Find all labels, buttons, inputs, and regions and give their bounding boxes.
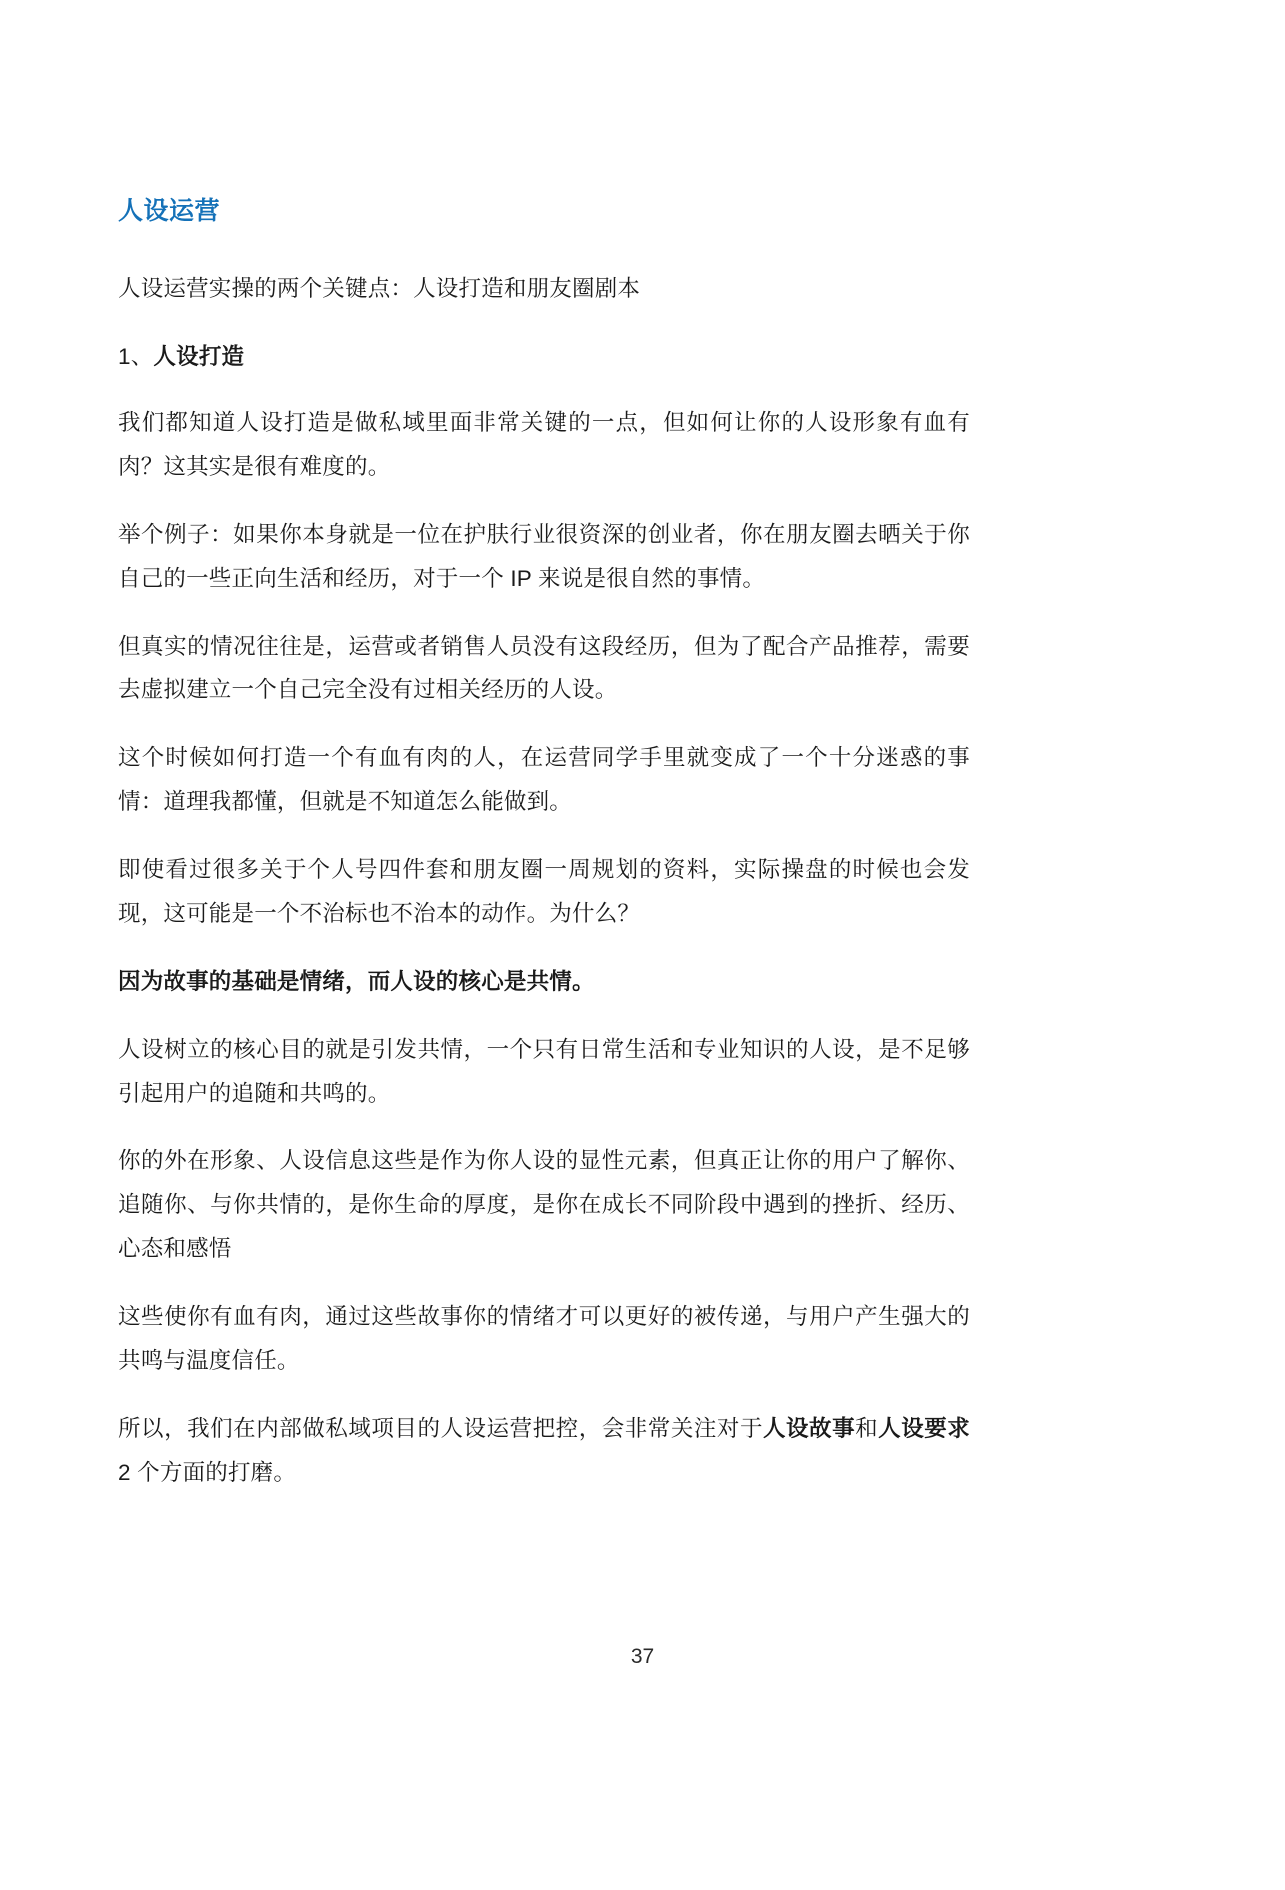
intro-paragraph: 人设运营实操的两个关键点：人设打造和朋友圈剧本 <box>118 276 641 302</box>
paragraph-8: 你的外在形象、人设信息这些是作为你人设的显性元素，但真正让你的用户了解你、追随你、与你共情的，是你生命的厚度，是你在成长不同阶段中遇到的挫折、经历、心态和感悟 <box>118 1148 970 1262</box>
paragraph-1: 我们都知道人设打造是做私域里面非常关键的一点，但如何让你的人设形象有血有肉？这其实是很有难度的。 <box>118 410 970 479</box>
paragraph-10-mid: 和 <box>855 1415 879 1441</box>
paragraph-2: 举个例子：如果你本身就是一位在护肤行业很资深的创业者，你在朋友圈去晒关于你自己的一些正向生活和经历，对于一个 IP 来说是很自然的事情。 <box>118 521 970 591</box>
paragraph-10 <box>118 1407 970 1495</box>
paragraph-6-emphasis: 因为故事的基础是情绪，而人设的核心是共情。 <box>118 968 595 994</box>
page-title: 人设运营 <box>118 197 221 225</box>
section-heading-label: 人设打造 <box>153 344 245 370</box>
paragraph-10-prefix: 所以，我们在内部做私域项目的人设运营把控，会非常关注对于 <box>118 1415 763 1441</box>
page-number: 37 <box>630 1645 655 1668</box>
section-heading-number: 1、 <box>118 344 154 370</box>
section-heading-1 <box>118 335 970 379</box>
paragraph-10-bold-term-1: 人设故事 <box>762 1415 856 1441</box>
paragraph-3: 但真实的情况往往是，运营或者销售人员没有这段经历，但为了配合产品推荐，需要去虚拟建立一个自己完全没有过相关经历的人设。 <box>118 633 970 703</box>
paragraph-4: 这个时候如何打造一个有血有肉的人，在运营同学手里就变成了一个十分迷惑的事情：道理我都懂，但就是不知道怎么能做到。 <box>118 745 970 815</box>
paragraph-9: 这些使你有血有肉，通过这些故事你的情绪才可以更好的被传递，与用户产生强大的共鸣与温度信任。 <box>118 1304 970 1373</box>
paragraph-10-bold-term-2: 人设要求 <box>878 1415 970 1441</box>
paragraph-7: 人设树立的核心目的就是引发共情，一个只有日常生活和专业知识的人设，是不足够引起用户的追随和共鸣的。 <box>118 1036 970 1106</box>
paragraph-10-suffix: 2 个方面的打磨。 <box>118 1459 297 1485</box>
paragraph-5: 即使看过很多关于个人号四件套和朋友圈一周规划的资料，实际操盘的时候也会发现，这可能是一个不治标也不治本的动作。为什么？ <box>118 857 970 926</box>
document-content <box>118 196 970 1495</box>
